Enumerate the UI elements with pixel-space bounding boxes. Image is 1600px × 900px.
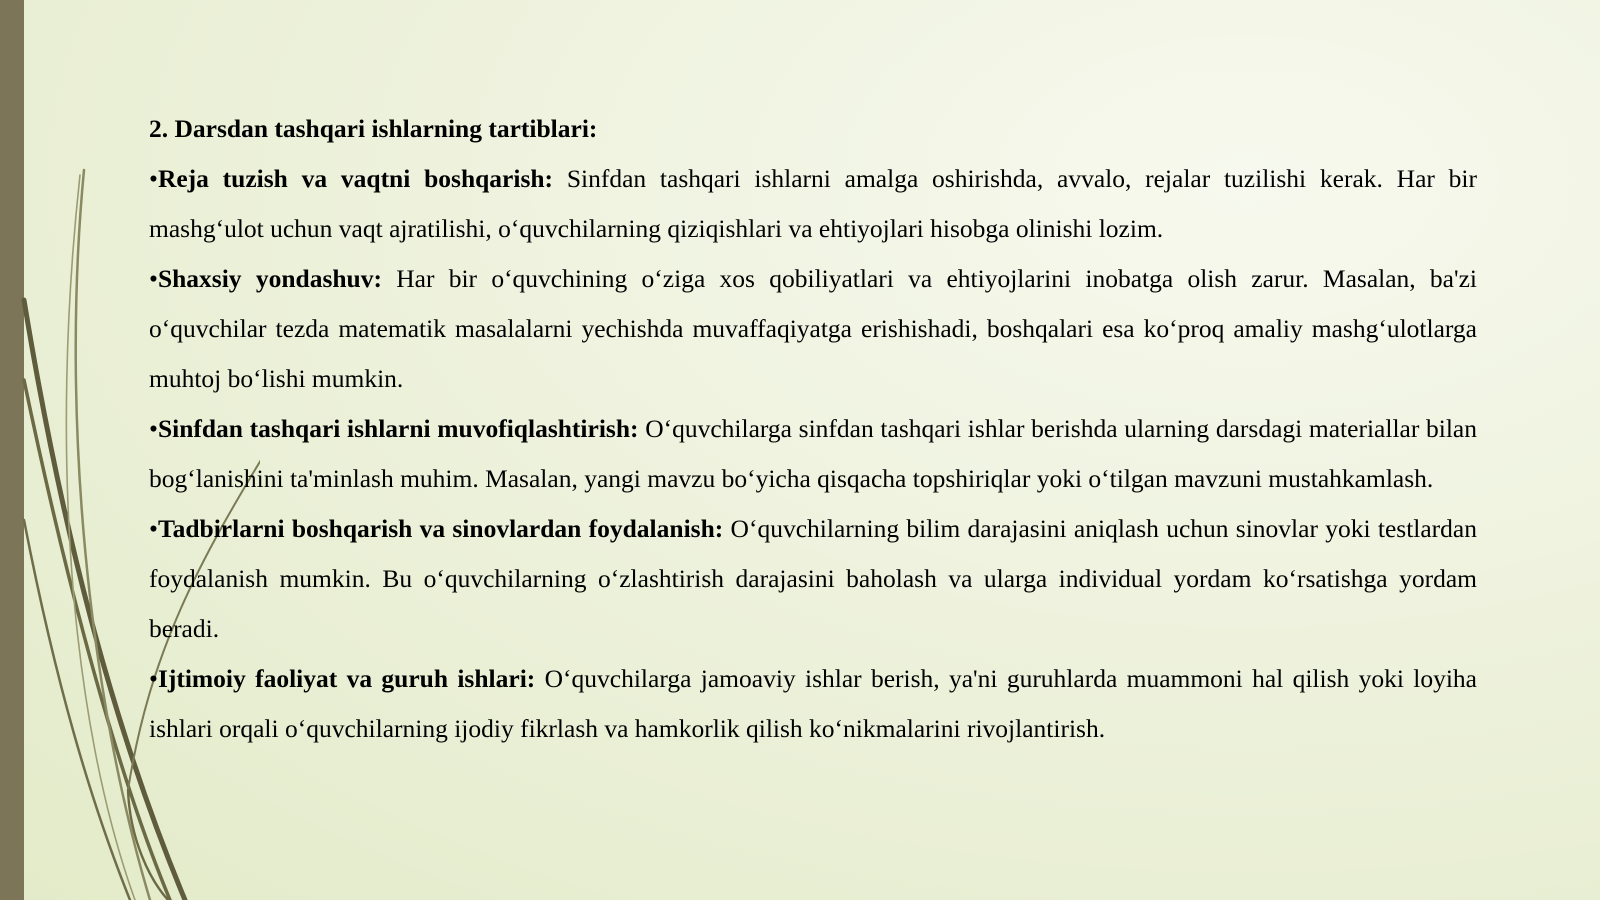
bullet-text: O‘quvchilarga sinfdan tashqari ishlar berishda ularning darsdagi materiallar bilan bog‘lanishini ta'minlash muhim. Masalan, yangi mavzu bo‘yicha qisqacha topshiriqlar yoki o‘tilgan mavzuni mustahkamlash. xyxy=(149,414,1477,493)
bullet-title: Sinfdan tashqari ishlarni muvofiqlashtirish: xyxy=(157,414,639,443)
bullet-char: • xyxy=(149,664,158,693)
bullet-char: • xyxy=(149,514,158,543)
bullet-item-tadbirlar xyxy=(149,504,1477,654)
bullet-item-muvofiqlashtirish xyxy=(149,404,1477,504)
bullet-item-reja xyxy=(149,154,1477,254)
bullet-title: Ijtimoiy faoliyat va guruh ishlari: xyxy=(157,664,536,693)
bullet-text: Sinfdan tashqari ishlarni amalga oshirishda, avvalo, rejalar tuzilishi kerak. Har bir mashg‘ulot uchun vaqt ajratilishi, o‘quvchilarning qiziqishlari va ehtiyojlari hisobga olinishi lozim. xyxy=(149,164,1477,243)
bullet-char: • xyxy=(149,264,158,293)
bullet-item-shaxsiy xyxy=(149,254,1477,404)
bullet-title: Shaxsiy yondashuv: xyxy=(157,264,382,293)
slide-content xyxy=(149,104,1477,754)
bullet-title: Reja tuzish va vaqtni boshqarish: xyxy=(157,164,554,193)
bullet-char: • xyxy=(149,164,158,193)
bullet-item-ijtimoiy xyxy=(149,654,1477,754)
bullet-char: • xyxy=(149,414,158,443)
bullet-text: O‘quvchilarning bilim darajasini aniqlash uchun sinovlar yoki testlardan foydalanish mumkin. Bu o‘quvchilarning o‘zlashtirish darajasini baholash va ularga individual yordam ko‘rsatishga yordam beradi. xyxy=(149,514,1477,643)
bullet-title: Tadbirlarni boshqarish va sinovlardan foydalanish: xyxy=(157,514,724,543)
bullet-text: O‘quvchilarga jamoaviy ishlar berish, ya'ni guruhlarda muammoni hal qilish yoki loyiha ishlari orqali o‘quvchilarning ijodiy fikrlash va hamkorlik qilish ko‘nikmalarini rivojlantirish. xyxy=(149,664,1477,743)
slide-heading: 2. Darsdan tashqari ishlarning tartiblari: xyxy=(149,114,598,143)
bullet-text: Har bir o‘quvchining o‘ziga xos qobiliyatlari va ehtiyojlarini inobatga olish zarur. Masalan, ba'zi o‘quvchilar tezda matematik masalalarni yechishda muvaffaqiyatga erishishadi, boshqalari esa ko‘proq amaliy mashg‘ulotlarga muhtoj bo‘lishi mumkin. xyxy=(149,264,1477,393)
